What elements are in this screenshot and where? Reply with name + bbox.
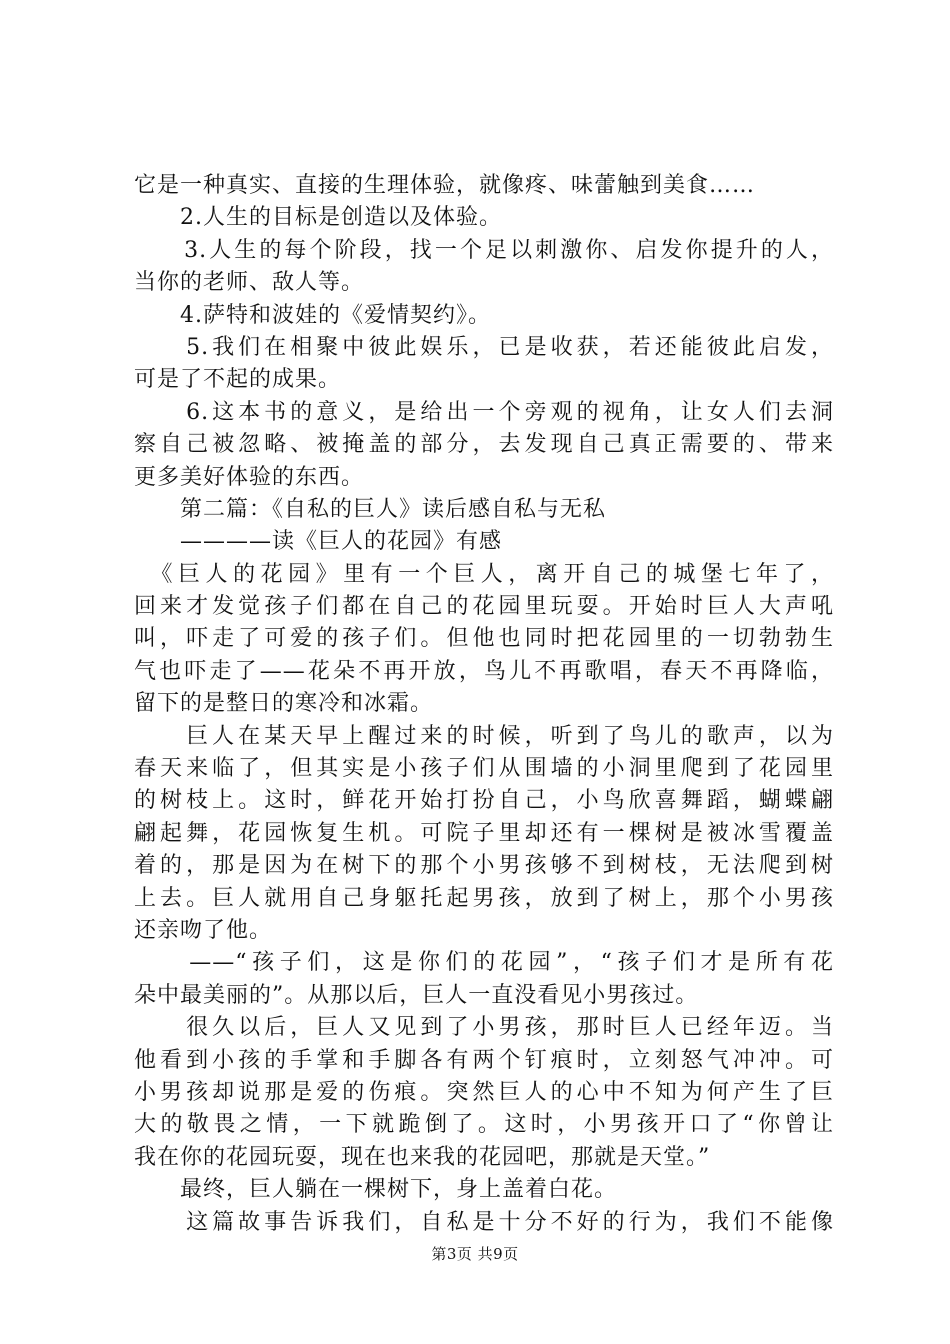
text-line: 的树枝上。这时，鲜花开始打扮自己，小鸟欣喜舞蹈，蝴蝶翩: [134, 788, 834, 814]
text-line: 察自己被忽略、被掩盖的部分，去发现自己真正需要的、带来: [134, 432, 834, 458]
text-line: 这篇故事告诉我们，自私是十分不好的行为，我们不能像: [134, 1209, 834, 1235]
text-line: 小男孩却说那是爱的伤痕。突然巨人的心中不知为何产生了巨: [134, 1079, 834, 1105]
text-line: ————读《巨人的花园》有感: [134, 529, 503, 555]
body-text: [134, 170, 834, 1239]
text-line: 叫，吓走了可爱的孩子们。但他也同时把花园里的一切勃勃生: [134, 626, 834, 652]
text-line: 5.我们在相聚中彼此娱乐，已是收获，若还能彼此启发，: [134, 334, 834, 360]
text-line: 朵中最美丽的”。从那以后，巨人一直没看见小男孩过。: [134, 982, 699, 1008]
text-line: 还亲吻了他。: [134, 917, 273, 943]
text-line: 它是一种真实、直接的生理体验，就像疼、味蕾触到美食……: [134, 173, 756, 198]
text-line: 《巨人的花园》里有一个巨人，离开自己的城堡七年了，: [134, 561, 834, 587]
text-line: 上去。巨人就用自己身躯托起男孩，放到了树上，那个小男孩: [134, 885, 834, 911]
text-line: 巨人在某天早上醒过来的时候，听到了鸟儿的歌声，以为: [134, 723, 834, 749]
text-line: 春天来临了，但其实是小孩子们从围墙的小洞里爬到了花园里: [134, 756, 834, 782]
text-line: ——“孩子们，这是你们的花园”，“孩子们才是所有花: [134, 950, 834, 976]
text-line: 回来才发觉孩子们都在自己的花园里玩耍。开始时巨人大声吼: [134, 594, 834, 620]
text-line: 翩起舞，花园恢复生机。可院子里却还有一棵树是被冰雪覆盖: [134, 820, 834, 846]
text-line: 很久以后，巨人又见到了小男孩，那时巨人已经年迈。当: [134, 1015, 834, 1041]
text-line: 最终，巨人躺在一棵树下，身上盖着白花。: [134, 1177, 618, 1203]
text-line: 当你的老师、敌人等。: [134, 270, 365, 296]
text-line: 4.萨特和波娃的《爱情契约》。: [134, 302, 491, 328]
text-line: 可是了不起的成果。: [134, 367, 342, 393]
text-line: 气也吓走了——花朵不再开放，鸟儿不再歌唱，春天不再降临，: [134, 658, 834, 684]
page-footer: 第3页 共9页: [431, 1245, 519, 1263]
text-line: 6.这本书的意义，是给出一个旁观的视角，让女人们去洞: [134, 399, 834, 425]
text-line: 2.人生的目标是创造以及体验。: [134, 205, 502, 231]
text-line: 第二篇：《自私的巨人》读后感自私与无私: [134, 496, 607, 522]
text-line: 我在你的花园玩耍，现在也来我的花园吧，那就是天堂。”: [134, 1144, 711, 1170]
text-line: 着的，那是因为在树下的那个小男孩够不到树枝，无法爬到树: [134, 853, 834, 879]
text-line: 他看到小孩的手掌和手脚各有两个钉痕时，立刻怒气冲冲。可: [134, 1047, 834, 1073]
text-line: 3.人生的每个阶段，找一个足以刺激你、启发你提升的人，: [134, 237, 834, 263]
text-line: 更多美好体验的东西。: [134, 464, 365, 490]
text-line: 留下的是整日的寒冷和冰霜。: [134, 691, 434, 717]
text-line: 大的敬畏之情，一下就跪倒了。这时，小男孩开口了“你曾让: [134, 1112, 834, 1138]
